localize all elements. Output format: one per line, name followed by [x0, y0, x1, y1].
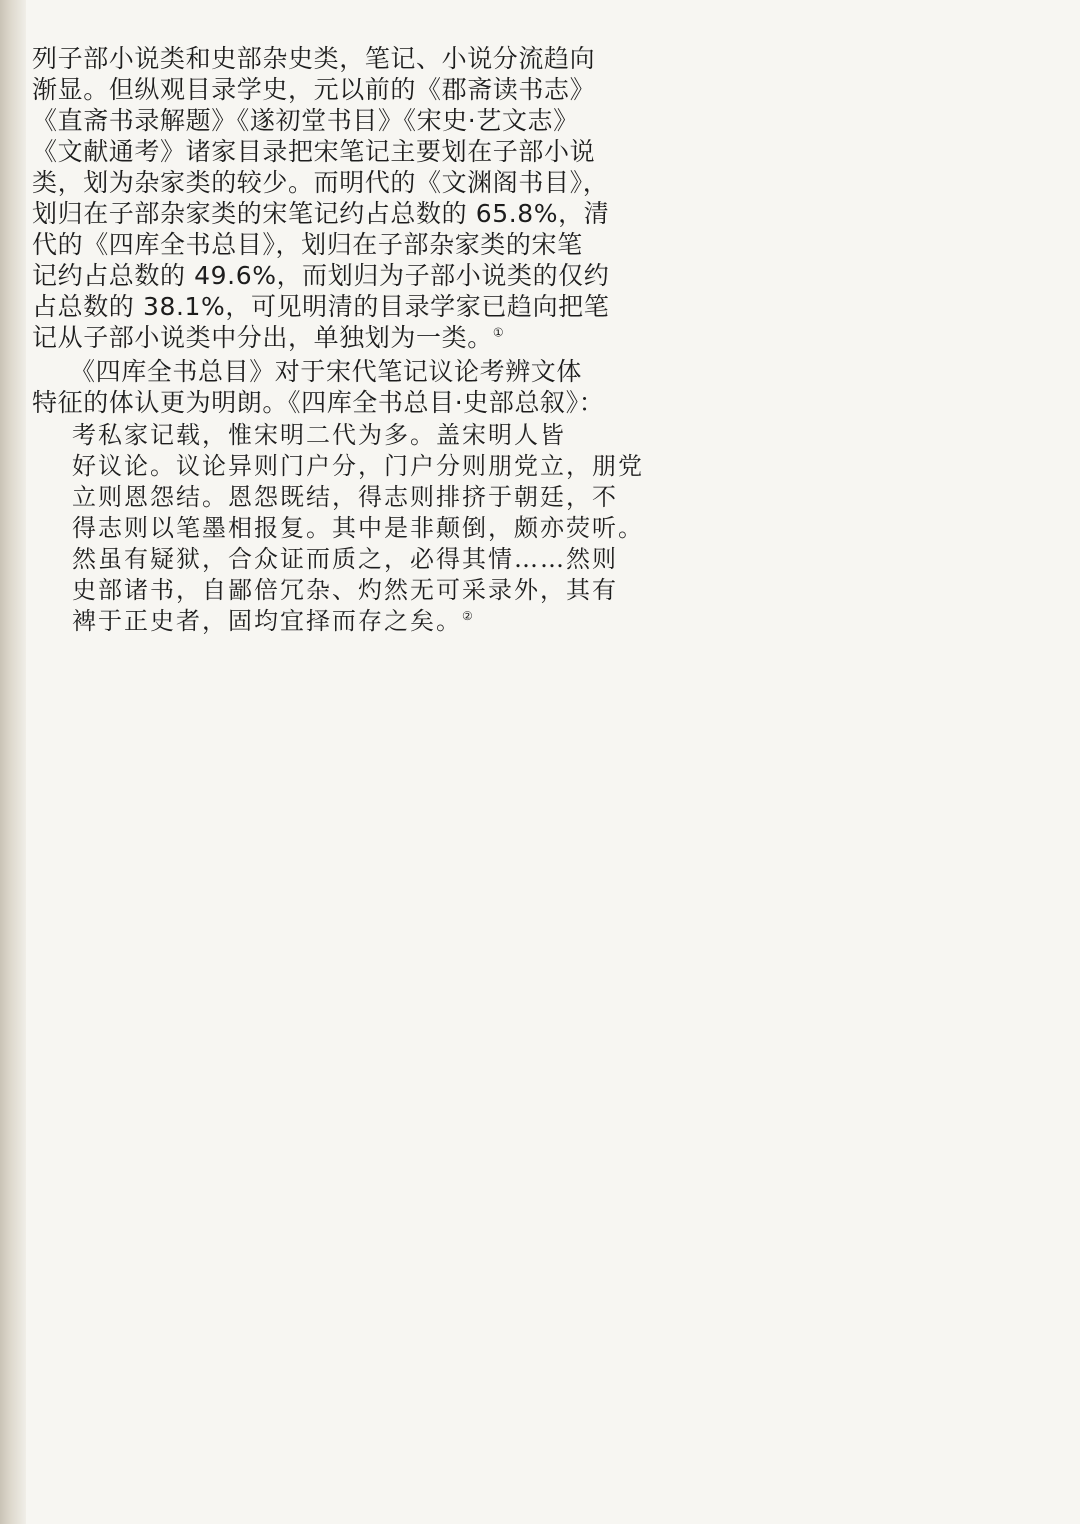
quote-line: [72, 420, 566, 450]
quote-line-text: 好议论。议论异则门户分，门户分则朋党立，朋党: [72, 452, 644, 480]
body-line-text: 类，划为杂家类的较少。而明代的《文渊阁书目》，: [32, 168, 609, 197]
quote-line-text: 裨于正史者，固均宜择而存之矣。: [72, 607, 462, 635]
body-line: [32, 292, 610, 322]
quote-line: [72, 575, 618, 605]
body-line-text: 《直斋书录解题》《遂初堂书目》《宋史·艺文志》: [32, 106, 579, 135]
quote-line: [72, 544, 618, 574]
body-line: [32, 106, 579, 136]
quote-line-text: 考私家记载，惟宋明二代为多。盖宋明人皆: [72, 421, 566, 449]
body-line-text: 记约占总数的 49.6%，而划归为子部小说类的仅约: [32, 261, 610, 290]
quote-line-text: 得志则以笔墨相报复。其中是非颠倒，颇亦荧听。: [72, 514, 644, 542]
footnote-marker[interactable]: ②: [462, 609, 475, 623]
footnote-marker[interactable]: ①: [492, 325, 505, 340]
body-line: [32, 261, 610, 291]
body-line: [32, 44, 596, 74]
body-line: [32, 230, 583, 260]
body-line-text: 占总数的 38.1%，可见明清的目录学家已趋向把笔: [32, 292, 610, 321]
body-line-text: 《四库全书总目》对于宋代笔记议论考辨文体: [70, 357, 583, 386]
body-line-text: 《文献通考》诸家目录把宋笔记主要划在子部小说: [32, 137, 596, 166]
quote-line-text: 然虽有疑狱，合众证而质之，必得其情……然则: [72, 545, 618, 573]
body-line-text: 记从子部小说类中分出，单独划为一类。: [32, 323, 493, 352]
body-line-text: 代的《四库全书总目》，划归在子部杂家类的宋笔: [32, 230, 583, 259]
page-gutter-shadow: [0, 0, 26, 1524]
quote-line: [72, 451, 644, 481]
quote-line: [72, 606, 518, 636]
body-line: [70, 357, 583, 387]
body-line-text: 列子部小说类和史部杂史类，笔记、小说分流趋向: [32, 44, 596, 73]
quote-line-text: 立则恩怨结。恩怨既结，得志则排挤于朝廷，不: [72, 483, 618, 511]
body-line: [32, 323, 518, 353]
body-line: [32, 388, 605, 418]
body-line: [32, 75, 596, 105]
quote-line: [72, 513, 644, 543]
quote-line: [72, 482, 618, 512]
body-line: [32, 199, 610, 229]
body-line: [32, 137, 596, 167]
body-line: [32, 168, 609, 198]
body-line-text: 划归在子部杂家类的宋笔记约占总数的 65.8%，清: [32, 199, 610, 228]
body-line-text: 特征的体认更为明朗。《四库全书总目·史部总叙》：: [32, 388, 605, 417]
quote-line-text: 史部诸书，自鄙倍冗杂、灼然无可采录外，其有: [72, 576, 618, 604]
body-line-text: 渐显。但纵观目录学史，元以前的《郡斋读书志》: [32, 75, 596, 104]
